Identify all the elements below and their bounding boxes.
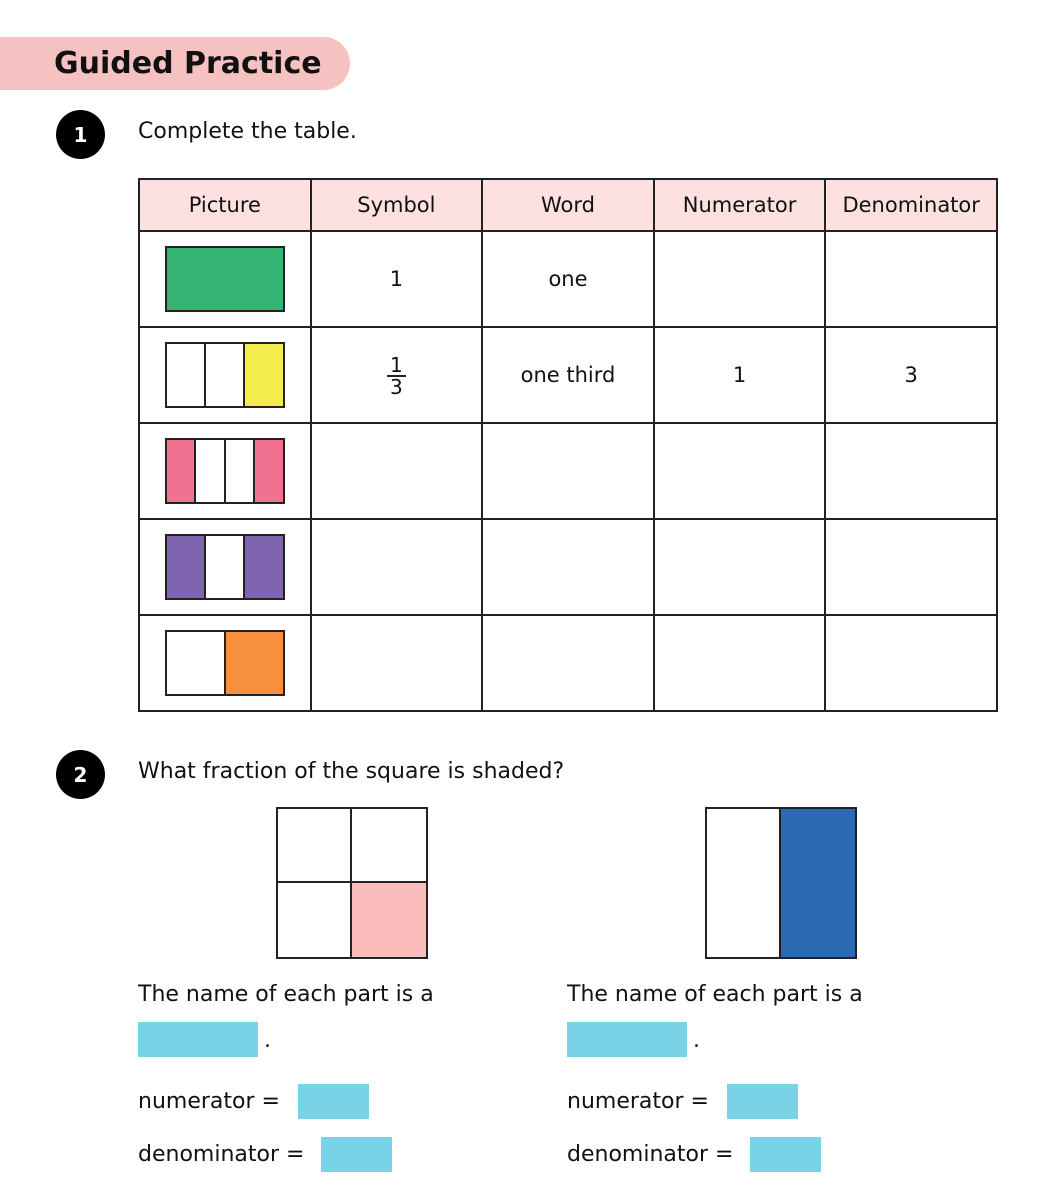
denominator-answer-box-left[interactable] — [321, 1137, 392, 1172]
square-part — [278, 883, 352, 957]
denominator-cell — [825, 231, 997, 327]
word-cell: one — [482, 231, 654, 327]
picture-cell — [139, 519, 311, 615]
table-row — [139, 231, 997, 327]
denominator-answer-box-right[interactable] — [750, 1137, 821, 1172]
symbol-cell — [311, 423, 483, 519]
fraction-table — [138, 178, 998, 712]
word-cell — [482, 519, 654, 615]
denominator-cell — [825, 615, 997, 711]
picture-cell — [139, 327, 311, 423]
fraction-bar — [165, 438, 285, 504]
square-part — [707, 809, 781, 957]
question-2-number: 2 — [56, 750, 105, 799]
table-row — [139, 423, 997, 519]
fraction-bar-part — [167, 440, 195, 502]
fraction-bar — [165, 246, 285, 312]
word-cell: one third — [482, 327, 654, 423]
numerator-cell — [654, 519, 826, 615]
header-word: Word — [482, 179, 654, 231]
symbol-cell — [311, 615, 483, 711]
denominator-cell: 3 — [825, 327, 997, 423]
numerator-answer-box-right[interactable] — [727, 1084, 798, 1119]
part-name-label-right: The name of each part is a — [567, 982, 863, 1007]
word-cell — [482, 615, 654, 711]
question-1-number: 1 — [56, 110, 105, 159]
fraction-bar-part — [243, 344, 282, 406]
fraction-symbol — [387, 355, 406, 397]
fraction-bar — [165, 630, 285, 696]
fraction-bar-part — [167, 344, 204, 406]
denominator-label-left: denominator = — [138, 1142, 305, 1167]
numerator-label-left: numerator = — [138, 1089, 280, 1114]
guided-practice-banner — [0, 37, 350, 90]
denominator-cell — [825, 423, 997, 519]
quartered-square — [276, 807, 428, 959]
fraction-bar-part — [167, 536, 204, 598]
word-cell — [482, 423, 654, 519]
numerator-answer-box-left[interactable] — [298, 1084, 369, 1119]
header-picture: Picture — [139, 179, 311, 231]
fraction-denominator: 3 — [390, 375, 403, 399]
halved-square — [705, 807, 857, 959]
fraction-bar-part — [224, 440, 254, 502]
header-symbol: Symbol — [311, 179, 483, 231]
denominator-cell — [825, 519, 997, 615]
fraction-bar-part — [167, 632, 224, 694]
fraction-bar-part — [167, 248, 283, 310]
table-header-row — [139, 179, 997, 231]
square-part — [278, 809, 352, 883]
square-part — [352, 809, 426, 883]
symbol-cell: 1 — [311, 231, 483, 327]
fraction-bar-part — [243, 536, 282, 598]
fraction-bar-part — [253, 440, 283, 502]
square-part — [352, 883, 426, 957]
fraction-bar-part — [194, 440, 224, 502]
fraction-bar — [165, 534, 285, 600]
fraction-bar-part — [204, 344, 243, 406]
banner-title: Guided Practice — [54, 46, 322, 81]
part-name-answer-box-left[interactable] — [138, 1022, 258, 1057]
part-name-label-left: The name of each part is a — [138, 982, 434, 1007]
fraction-numerator: 1 — [387, 355, 406, 377]
period-left: . — [264, 1028, 271, 1053]
table-row — [139, 327, 997, 423]
symbol-cell — [311, 519, 483, 615]
part-name-answer-box-right[interactable] — [567, 1022, 687, 1057]
picture-cell — [139, 423, 311, 519]
header-numerator: Numerator — [654, 179, 826, 231]
question-1-prompt: Complete the table. — [138, 119, 357, 144]
square-part — [781, 809, 855, 957]
table-row — [139, 615, 997, 711]
numerator-cell — [654, 231, 826, 327]
header-denominator: Denominator — [825, 179, 997, 231]
table-row — [139, 519, 997, 615]
fraction-bar — [165, 342, 285, 408]
symbol-cell — [311, 327, 483, 423]
picture-cell — [139, 231, 311, 327]
numerator-cell: 1 — [654, 327, 826, 423]
numerator-cell — [654, 615, 826, 711]
fraction-bar-part — [224, 632, 283, 694]
denominator-label-right: denominator = — [567, 1142, 734, 1167]
period-right: . — [693, 1028, 700, 1053]
question-2-prompt: What fraction of the square is shaded? — [138, 759, 565, 784]
picture-cell — [139, 615, 311, 711]
numerator-label-right: numerator = — [567, 1089, 709, 1114]
numerator-cell — [654, 423, 826, 519]
fraction-bar-part — [204, 536, 243, 598]
